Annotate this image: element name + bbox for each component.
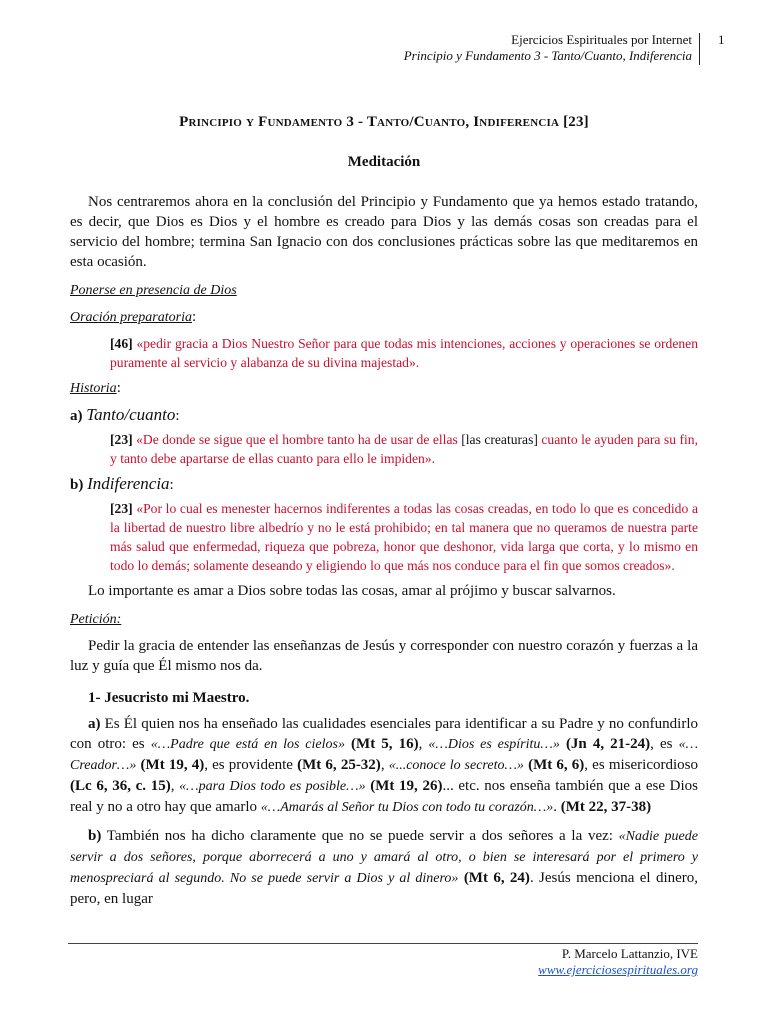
intro-paragraph: Nos centraremos ahora en la conclusión del Principio y Fundamento que ya hemos estado tratando, es decir, que Dios es Dios y el hombre es creado para Dios y las demás cosas son creadas para el servicio del hombre; termina San Ignacio con dos conclusiones prácticas sobre las que meditaremos en esta ocasión. — [70, 194, 698, 270]
pa-t5: , — [380, 757, 389, 773]
document-subtitle: Meditación — [347, 154, 421, 170]
paragraph-a — [70, 714, 698, 818]
section-a-colon: : — [175, 408, 180, 424]
quote-46-ref: [46] — [110, 336, 133, 351]
pa-q8: «…Amarás al Señor tu Dios con todo tu corazón…» — [260, 800, 554, 815]
footer-divider — [68, 943, 698, 944]
peticion-paragraph: Pedir la gracia de entender las enseñanzas de Jesús y corresponder con nuestro corazón y fuerzas a la luz y guía que Él mismo nos da. — [70, 638, 698, 674]
quote-23b-ref: [23] — [110, 501, 133, 516]
quote-23a-text2: cuanto le ayuden para su fin, y tanto debe apartarse de ellas cuanto para ello le impiden». — [110, 432, 698, 466]
peticion-heading — [70, 609, 698, 630]
pa-r4: (Mt 6, 25-32) — [297, 757, 381, 773]
page-body — [70, 112, 698, 909]
paragraph-a-label: a) — [88, 716, 101, 732]
footer-website-link[interactable]: www.ejerciciosespirituales.org — [538, 962, 698, 977]
pb-r1: (Mt 6, 24) — [463, 870, 530, 886]
paragraph-b-label: b) — [88, 828, 102, 844]
quote-23a-bracket: [las creaturas] — [461, 432, 538, 447]
page-number: 1 — [718, 32, 725, 47]
historia-heading — [70, 378, 698, 399]
quote-23b — [110, 499, 698, 575]
section-b-title: Indiferencia — [87, 474, 170, 493]
historia-label: Historia — [70, 381, 117, 396]
pa-q1: «…Padre que está en los cielos» — [150, 737, 345, 752]
pa-t3: , es — [650, 736, 679, 752]
section-b-colon: : — [169, 477, 174, 493]
pb-t1: También nos ha dicho claramente que no se puede servir a dos señores a la vez: — [106, 828, 619, 844]
paragraph-b — [70, 826, 698, 909]
point-1-title: 1- Jesucristo mi Maestro. — [88, 690, 250, 706]
pa-t4: , es providente — [204, 757, 298, 773]
section-a-label: a) — [70, 408, 83, 424]
pa-t8: ... etc. nos enseña también que a ese Dios real y no a otro hay que amarlo — [70, 778, 699, 815]
importante-paragraph: Lo importante es amar a Dios sobre todas las cosas, amar al prójimo y buscar salvarnos. — [88, 583, 616, 599]
quote-23a-ref: [23] — [110, 432, 133, 447]
quote-46 — [110, 334, 698, 372]
footer-author: P. Marcelo Lattanzio, IVE — [561, 946, 698, 961]
oracion-label: Oración preparatoria — [70, 310, 192, 325]
pa-r2: (Jn 4, 21-24) — [565, 736, 651, 752]
pb-q1: «Nadie puede servir a dos señores, porque aborrecerá a uno y amará al otro, o bien se interesará por el primero y menospreciará al segundo. No se puede servir a Dios y al dinero» — [70, 829, 698, 886]
section-b-heading — [70, 474, 698, 495]
oracion-colon: : — [191, 309, 197, 325]
pa-t1: Es Él quien nos ha enseñado las cualidades esenciales para identificar a su Padre y no confundirlo con otro: es — [70, 716, 698, 752]
section-b-label: b) — [70, 477, 84, 493]
section-a-heading — [70, 405, 698, 426]
pb-t2: . Jesús menciona el dinero, pero, en lugar — [70, 870, 699, 907]
pa-t2: , — [418, 736, 429, 752]
running-header — [404, 32, 692, 64]
header-divider — [699, 33, 700, 65]
pa-r5: (Mt 6, 6) — [528, 757, 585, 773]
quote-23a — [110, 430, 698, 468]
pa-r8: (Mt 22, 37-38) — [560, 799, 652, 815]
header-series: Ejercicios Espirituales por Internet — [511, 32, 692, 47]
pa-q7: «…para Dios todo es posible…» — [179, 779, 366, 794]
historia-colon: : — [116, 380, 121, 396]
section-a-title: Tanto/cuanto — [86, 405, 176, 424]
quote-23b-text: «Por lo cual es menester hacernos indiferentes a todas las cosas creadas, en todo lo que es concedido a la libertad de nuestro libre albedrío y no le está prohibido; en tal manera que no queramos de nuestra parte más salud que enfermedad, riqueza que pobreza, honor que deshonor, vida larga que corta, y lo mismo en todo lo demás; solamente deseando y eligiendo lo que más nos conduce para el fin que somos creados». — [110, 501, 698, 573]
quote-23a-text1: «De donde se sigue que el hombre tanto ha de usar de ellas — [136, 432, 458, 447]
presencia-label: Ponerse en presencia de Dios — [70, 283, 237, 298]
page-footer — [538, 946, 698, 978]
pa-t9: . — [553, 799, 561, 815]
pa-t6: , es misericordioso — [584, 757, 698, 773]
oracion-heading — [70, 307, 698, 328]
quote-46-text: «pedir gracia a Dios Nuestro Señor para que todas mis intenciones, acciones y operaciones se ordenen puramente al servicio y alabanza de su divina majestad». — [110, 336, 698, 370]
document-title: Principio y Fundamento 3 - Tanto/Cuanto, Indiferencia [23] — [179, 114, 589, 130]
pa-q2: «…Dios es espíritu…» — [428, 737, 560, 752]
peticion-label: Petición: — [70, 612, 122, 627]
presencia-heading — [70, 280, 698, 301]
header-chapter: Principio y Fundamento 3 - Tanto/Cuanto, Indiferencia — [403, 48, 692, 63]
pa-r1: (Mt 5, 16) — [351, 736, 419, 752]
pa-r6: (Lc 6, 36, c. 15) — [70, 778, 171, 794]
pa-q3: «…Creador…» — [70, 737, 699, 773]
pa-q5: «...conoce lo secreto…» — [388, 758, 524, 773]
pa-r7: (Mt 19, 26) — [370, 778, 443, 794]
pa-t7: , — [170, 778, 180, 794]
pa-r3: (Mt 19, 4) — [140, 757, 205, 773]
